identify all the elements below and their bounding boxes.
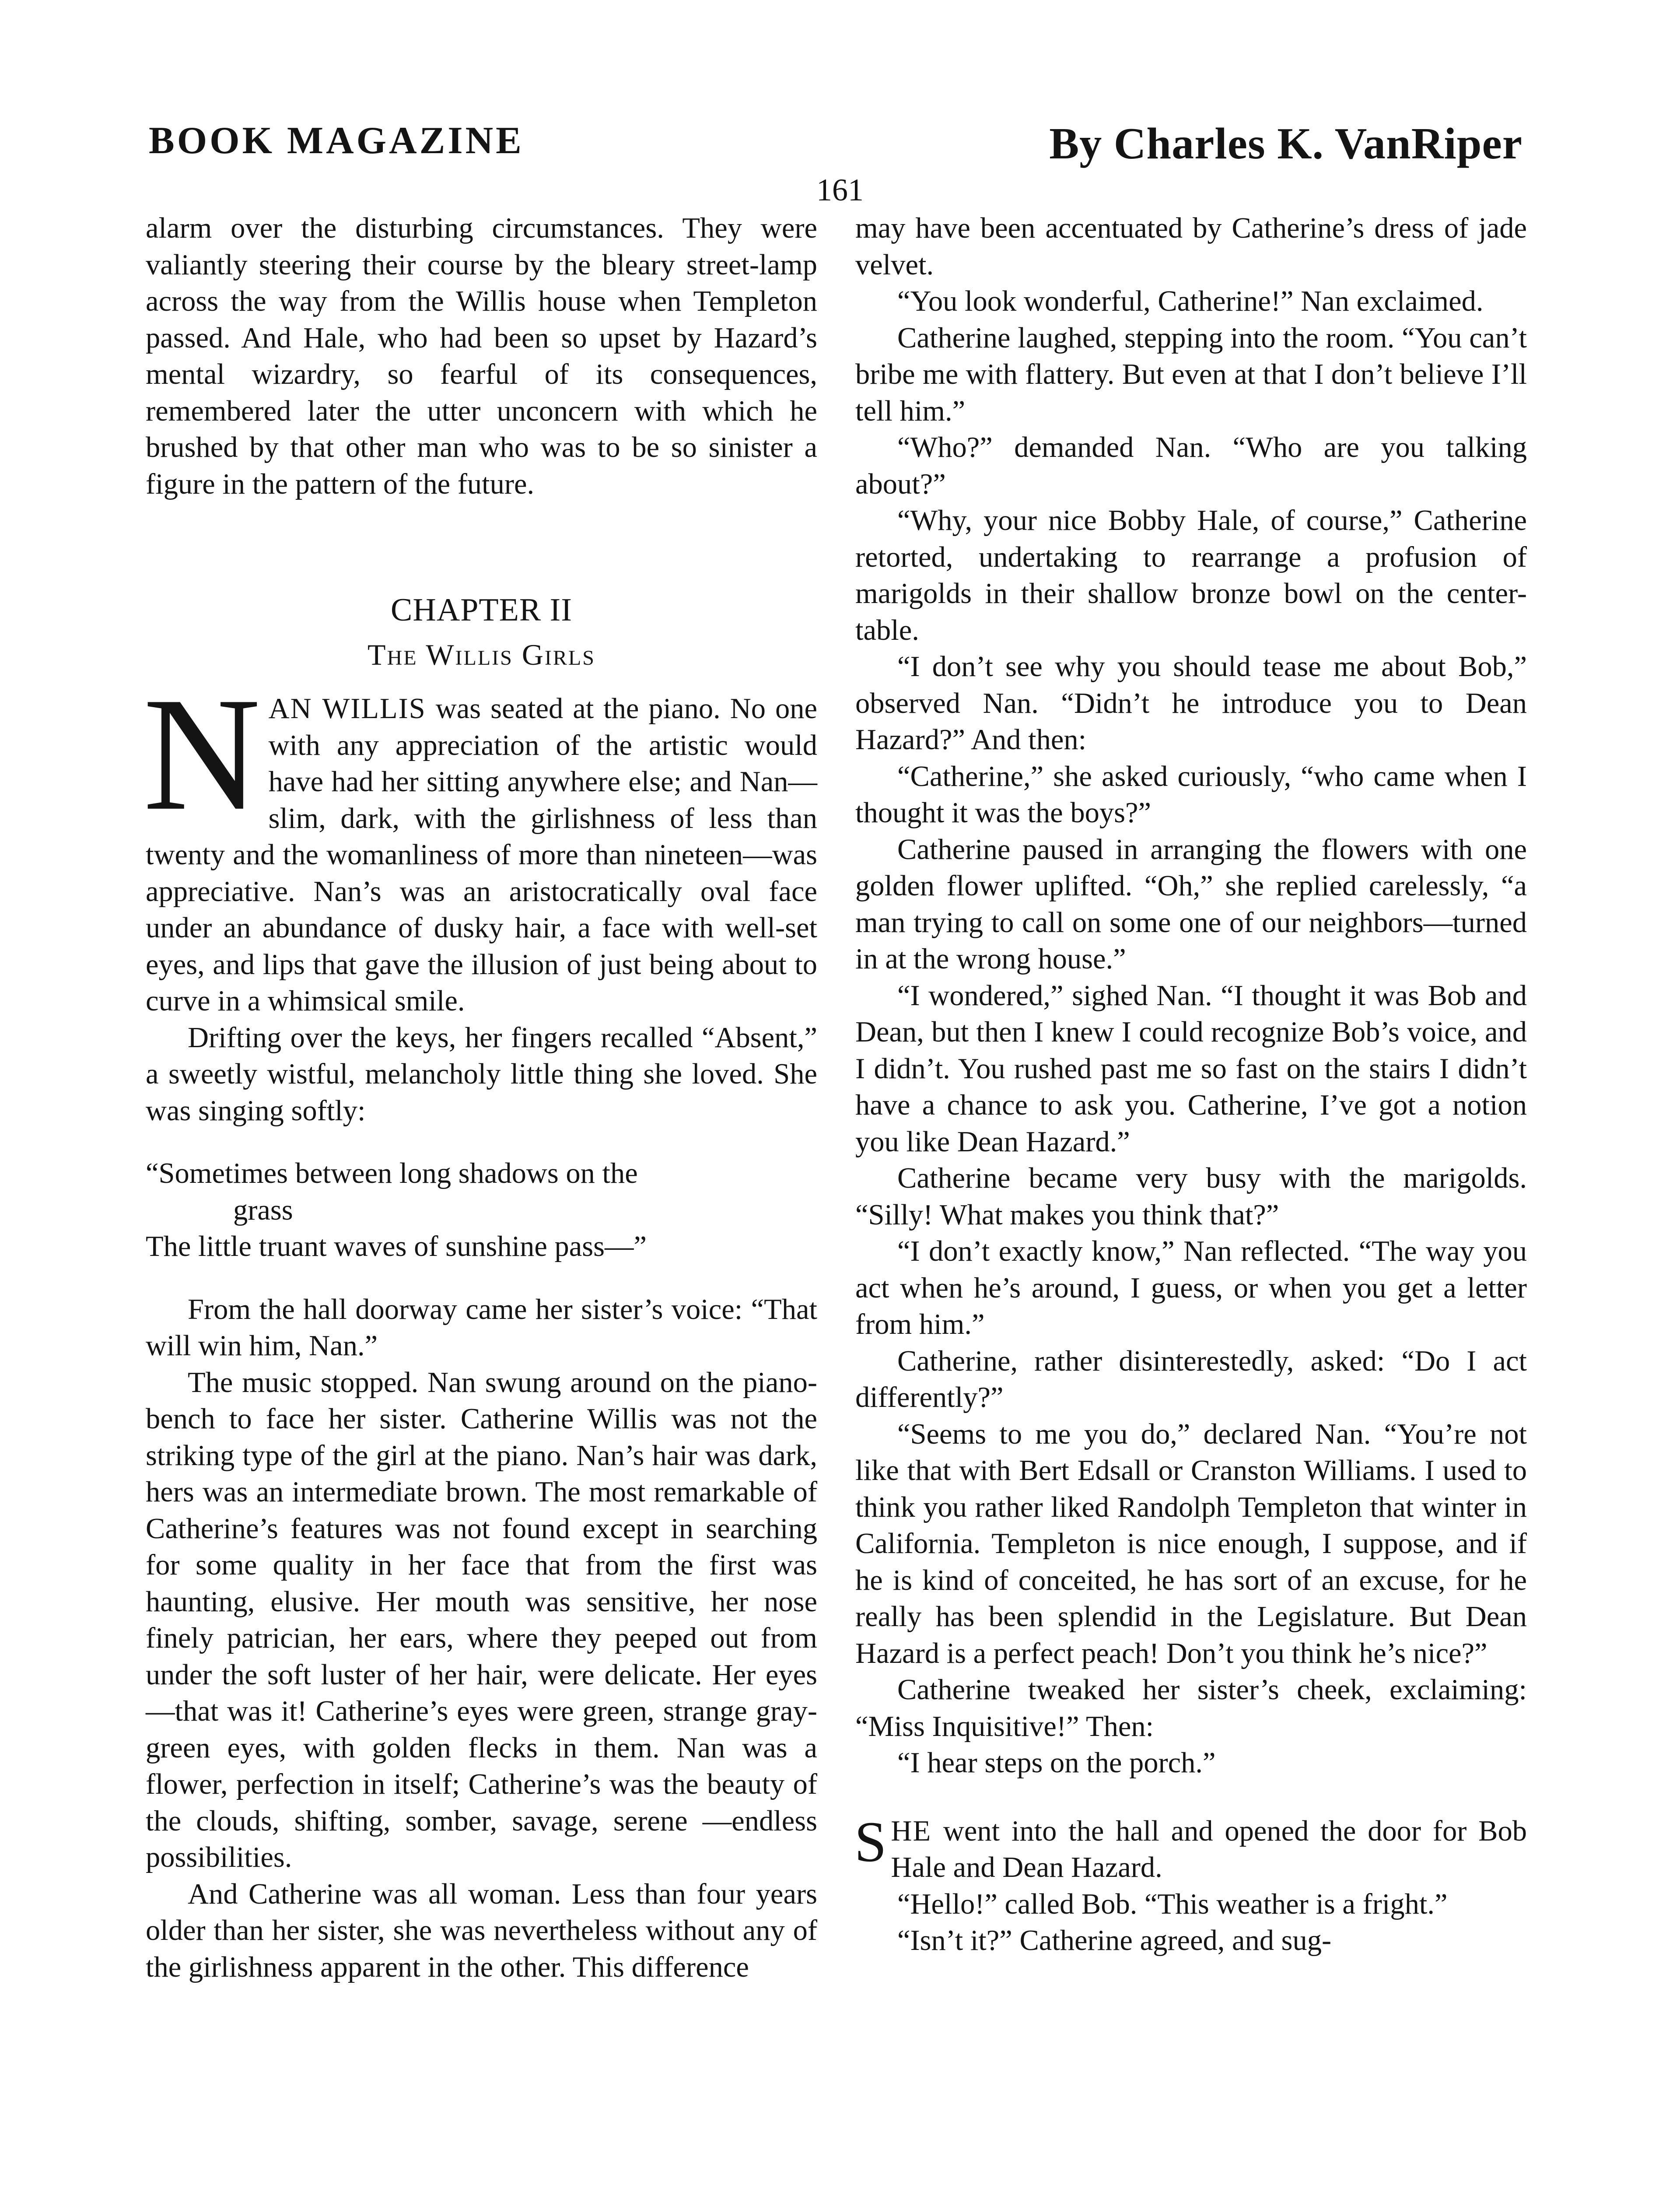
verse-line: “Sometimes between long shadows on the bbox=[146, 1157, 638, 1189]
paragraph: “Why, your nice Bobby Hale, of course,” Catherine retorted, undertaking to rearrange a profusion of marigolds in their shallow bronze bowl on the center-table. bbox=[855, 505, 1527, 646]
lead-in-words: AN WILLIS bbox=[268, 693, 426, 725]
running-head-magazine: BOOK MAGAZINE bbox=[149, 119, 524, 162]
verse-line-continued: grass bbox=[233, 1194, 293, 1226]
right-column bbox=[855, 210, 1527, 1959]
paragraph: The music stopped. Nan swung around on the piano-bench to face her sister. Catherine Willis was not the striking type of the girl at the piano. Nan’s hair was dark, hers was an intermediate brown. The most remarkable of Catherine’s features was not found except in searching for some quality in her face that from the first was haunting, elusive. Her mouth was sensitive, her nose finely patrician, her ears, where they peeped out from under the soft luster of her hair, were delicate. Her eyes —that was it! Catherine’s eyes were green, strange gray-green eyes, with golden flecks in them. Nan was a flower, perfection in itself; Catherine’s was the beauty of the clouds, shifting, somber, savage, serene —endless possibilities. bbox=[146, 1366, 817, 1873]
chapter-opening-paragraph bbox=[143, 664, 817, 1020]
paragraph: Catherine laughed, stepping into the room. “You can’t bribe me with flattery. But even at that I don’t believe I’ll tell him.” bbox=[855, 322, 1527, 427]
paragraph: “Who?” demanded Nan. “Who are you talking about?” bbox=[855, 431, 1527, 500]
lead-in-words: HE bbox=[891, 1815, 932, 1847]
song-verse bbox=[146, 1155, 817, 1265]
paragraph-text: went into the hall and opened the door for Bob Hale and Dean Hazard. bbox=[891, 1815, 1527, 1883]
paragraph: alarm over the disturbing circumstances. They were valiantly steering their course by the bleary street-lamp across the way from the Willis house when Templeton passed. And Hale, who had been so upset by Hazard’s mental wizardry, so fearful of its consequences, remembered later the utter unconcern with which he brushed by that other man who was to be so sinister a figure in the pattern of the future. bbox=[146, 212, 817, 500]
paragraph: “Hello!” called Bob. “This weather is a fright.” bbox=[897, 1888, 1448, 1920]
paragraph: “I don’t exactly know,” Nan reflected. “The way you act when he’s around, I guess, or when you get a letter from him.” bbox=[855, 1235, 1527, 1340]
paragraph: “Catherine,” she asked curiously, “who came when I thought it was the boys?” bbox=[855, 760, 1527, 829]
paragraph: “I don’t see why you should tease me about Bob,” observed Nan. “Didn’t he introduce you to Dean Hazard?” And then: bbox=[855, 651, 1527, 756]
drop-cap: S bbox=[854, 1809, 887, 1874]
left-column bbox=[143, 210, 817, 1985]
paragraph: Catherine paused in arranging the flowers with one golden flower uplifted. “Oh,” she replied carelessly, “a man trying to call on some one of our neighbors—turned in at the wrong house.” bbox=[855, 833, 1527, 975]
paragraph: Catherine tweaked her sister’s cheek, exclaiming: “Miss Inquisitive!” Then: bbox=[855, 1674, 1527, 1743]
paragraph: “Isn’t it?” Catherine agreed, and sug- bbox=[897, 1925, 1332, 1957]
paragraph: “I hear steps on the porch.” bbox=[897, 1747, 1216, 1779]
paragraph-text: was seated at the piano. No one with any appreciation of the artistic would have had her sitting anywhere else; and Nan—slim, dark, with the girlishness of less than twenty and the womanliness of more than nineteen—was appreciative. Nan’s was an aristocratically oval face under an abundance of dusky hair, a face with well-set eyes, and lips that gave the illusion of just being about to curve in a whimsical smile. bbox=[146, 693, 817, 1017]
paragraph: “You look wonderful, Catherine!” Nan exclaimed. bbox=[897, 285, 1484, 317]
paragraph: And Catherine was all woman. Less than four years older than her sister, she was nevertheless without any of the girlishness apparent in the other. This difference bbox=[146, 1878, 817, 1983]
chapter-subtitle: The Willis Girls bbox=[368, 638, 595, 671]
paragraph: From the hall doorway came her sister’s voice: “That will win him, Nan.” bbox=[146, 1293, 817, 1362]
paragraph: “Seems to me you do,” declared Nan. “You’re not like that with Bert Edsall or Cranston Williams. I used to think you rather liked Randolph Templeton that winter in California. Templeton is nice enough, I suppose, and if he is kind of conceited, he has sort of an excuse, for he really has been splendid in the Legislature. But Dean Hazard is a perfect peach! Don’t you think he’s nice?” bbox=[855, 1418, 1527, 1669]
page-number: 161 bbox=[816, 172, 864, 207]
paragraph: Catherine, rather disinterestedly, asked: “Do I act differently?” bbox=[855, 1345, 1527, 1413]
paragraph: Catherine became very busy with the marigolds. “Silly! What makes you think that?” bbox=[855, 1162, 1527, 1231]
section-opening-paragraph bbox=[854, 1809, 1527, 1886]
chapter-title: CHAPTER II bbox=[391, 592, 572, 628]
paragraph: Drifting over the keys, her fingers recalled “Absent,” a sweetly wistful, melancholy little thing she loved. She was singing softly: bbox=[146, 1021, 817, 1127]
paragraph: “I wondered,” sighed Nan. “I thought it was Bob and Dean, but then I knew I could recognize Bob’s voice, and I didn’t. You rushed past me so fast on the stairs I didn’t have a chance to ask you. Catherine, I’ve got a notion you like Dean Hazard.” bbox=[855, 979, 1527, 1158]
running-head-byline: By Charles K. VanRiper bbox=[1049, 119, 1522, 168]
verse-line: The little truant waves of sunshine pass—” bbox=[146, 1231, 647, 1262]
drop-cap: N bbox=[143, 664, 261, 844]
paragraph: may have been accentuated by Catherine’s dress of jade velvet. bbox=[855, 212, 1527, 281]
